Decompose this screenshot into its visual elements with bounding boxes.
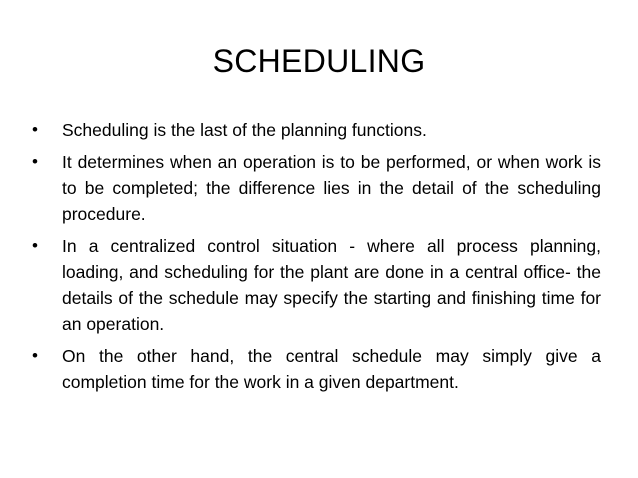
bullet-text: Scheduling is the last of the planning functions. xyxy=(62,120,427,140)
bullet-text: In a centralized control situation - where all process planning, loading, and scheduling for the plant are done in a central office- the details of the schedule may specify the starting and finishing time for an operation. xyxy=(62,236,601,334)
bullet-item xyxy=(32,343,601,395)
bullet-text: On the other hand, the central schedule may simply give a completion time for the work in a given department. xyxy=(62,346,601,392)
bullet-icon: • xyxy=(32,152,38,171)
bullet-icon: • xyxy=(32,346,38,365)
bullet-item xyxy=(32,149,601,227)
bullet-text: It determines when an operation is to be performed, or when work is to be completed; the difference lies in the detail of the scheduling procedure. xyxy=(62,152,601,224)
bullet-list xyxy=(32,117,601,401)
slide-title: SCHEDULING xyxy=(212,43,426,79)
bullet-icon: • xyxy=(32,120,38,139)
bullet-item xyxy=(32,233,601,337)
bullet-icon: • xyxy=(32,236,38,255)
bullet-item xyxy=(32,117,601,143)
